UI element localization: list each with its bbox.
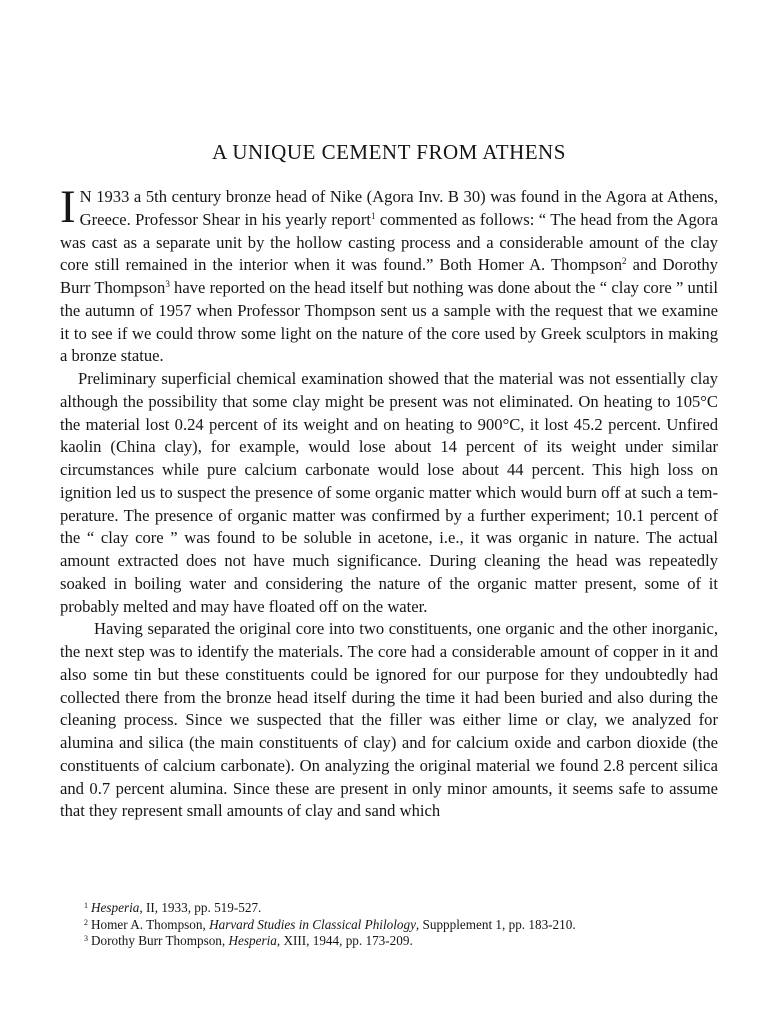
paragraph-1-text-a: N 1933 a 5th century bronze head of Nike (Agora Inv. B 30) was found in the Agora at Athens, Greece. Professor Shear in his yearly report (79, 187, 718, 229)
footnote-italic: Harvard Studies in Classical Philology (209, 916, 416, 932)
footnote-number: 3 (84, 934, 88, 943)
footnote-3 (84, 933, 724, 950)
footnote-ref-2: 2 (622, 256, 627, 267)
footnote-number: 2 (84, 917, 88, 927)
paragraph-1-text-c: and Dorothy Burr Thompson (60, 255, 718, 297)
paragraph-1-text-d: have reported on the head itself but nothing was done about the “ clay core ” until the autumn of 1957 when Professor Thompson sent us a sample with the request that we examine it to see if we could throw some light on the nature of the core used by Greek sculptors in making a bronze statue. (60, 278, 718, 366)
footnote-italic: Hesperia (228, 933, 277, 948)
footnote-2 (84, 917, 724, 934)
page (60, 0, 718, 1024)
footnote-rest: , II, 1933, pp. 519-527. (139, 900, 262, 915)
paragraph-1-text-b: commented as follows: “ The head from the Agora was cast as a separate unit by the hollow casting process and a considerable amount of the clay core still remained in the interior when it was found.” Both Homer A. Thompson (60, 209, 718, 275)
footnote-italic: Hesperia (91, 900, 140, 915)
footnote-number: 1 (84, 901, 88, 910)
article-title: A UNIQUE CEMENT FROM ATHENS (212, 140, 566, 164)
footnote-lead: Dorothy Burr Thompson, (91, 933, 229, 948)
drop-cap: I (60, 181, 76, 233)
paragraph-2: Preliminary superficial chemical examination showed that the material was not essentially clay although the possibility that some clay might be present was not eliminated. On heating to 105°C the material lost 0.24 percent of its weight and on heating to 900°C, it lost 45.2 percent. Unfired kaolin (China clay), for example, would lose about 14 percent of its weight under similar circumstances while pure calcium carbonate would lose about 44 percent. This high loss on ignition led us to suspect the presence of some organic matter which would burn off at such a temperature. The presence of organic matter was confirmed by a further experiment; 10.1 percent of the “ clay core ” was found to be soluble in acetone, i.e., it was organic in nature. The actual amount extracted does not have much significance. During cleaning the head was repeatedly soaked in boiling water and considering the nature of the organic matter present, some of it probably melted and may have floated off on the water. (60, 369, 718, 616)
footnote-ref-1: 1 (371, 210, 376, 221)
footnote-lead: Homer A. Thompson, (91, 916, 210, 932)
footnote-ref-3: 3 (165, 279, 170, 289)
footnote-1 (84, 900, 724, 917)
footnote-rest: , XIII, 1944, pp. 173-209. (276, 933, 413, 948)
paragraph-1 (60, 181, 718, 368)
footnote-rest: , Suppplement 1, pp. 183-210. (415, 916, 576, 932)
footnotes (84, 900, 724, 950)
paragraph-3: Having separated the original core into two constituents, one organic and the other inorganic, the next step was to identify the materials. The core had a considerable amount of copper in it and also some tin but these constituents could be ignored for our purpose for they undoubtedly had collected there from the bronze head itself during the time it had been buried and also during the cleaning process. Since we suspected that the filler was either lime or clay, we analyzed for alumina and silica (the main constituents of clay) and for calcium oxide and carbon dioxide (the constituents of calcium carbonate). On analyzing the original material we found 2.8 percent silica and 0.7 percent alumina. Since these are present in only minor amounts, it seems safe to assume that they represent small amounts of clay and sand which (60, 619, 718, 821)
article-body (60, 181, 718, 823)
